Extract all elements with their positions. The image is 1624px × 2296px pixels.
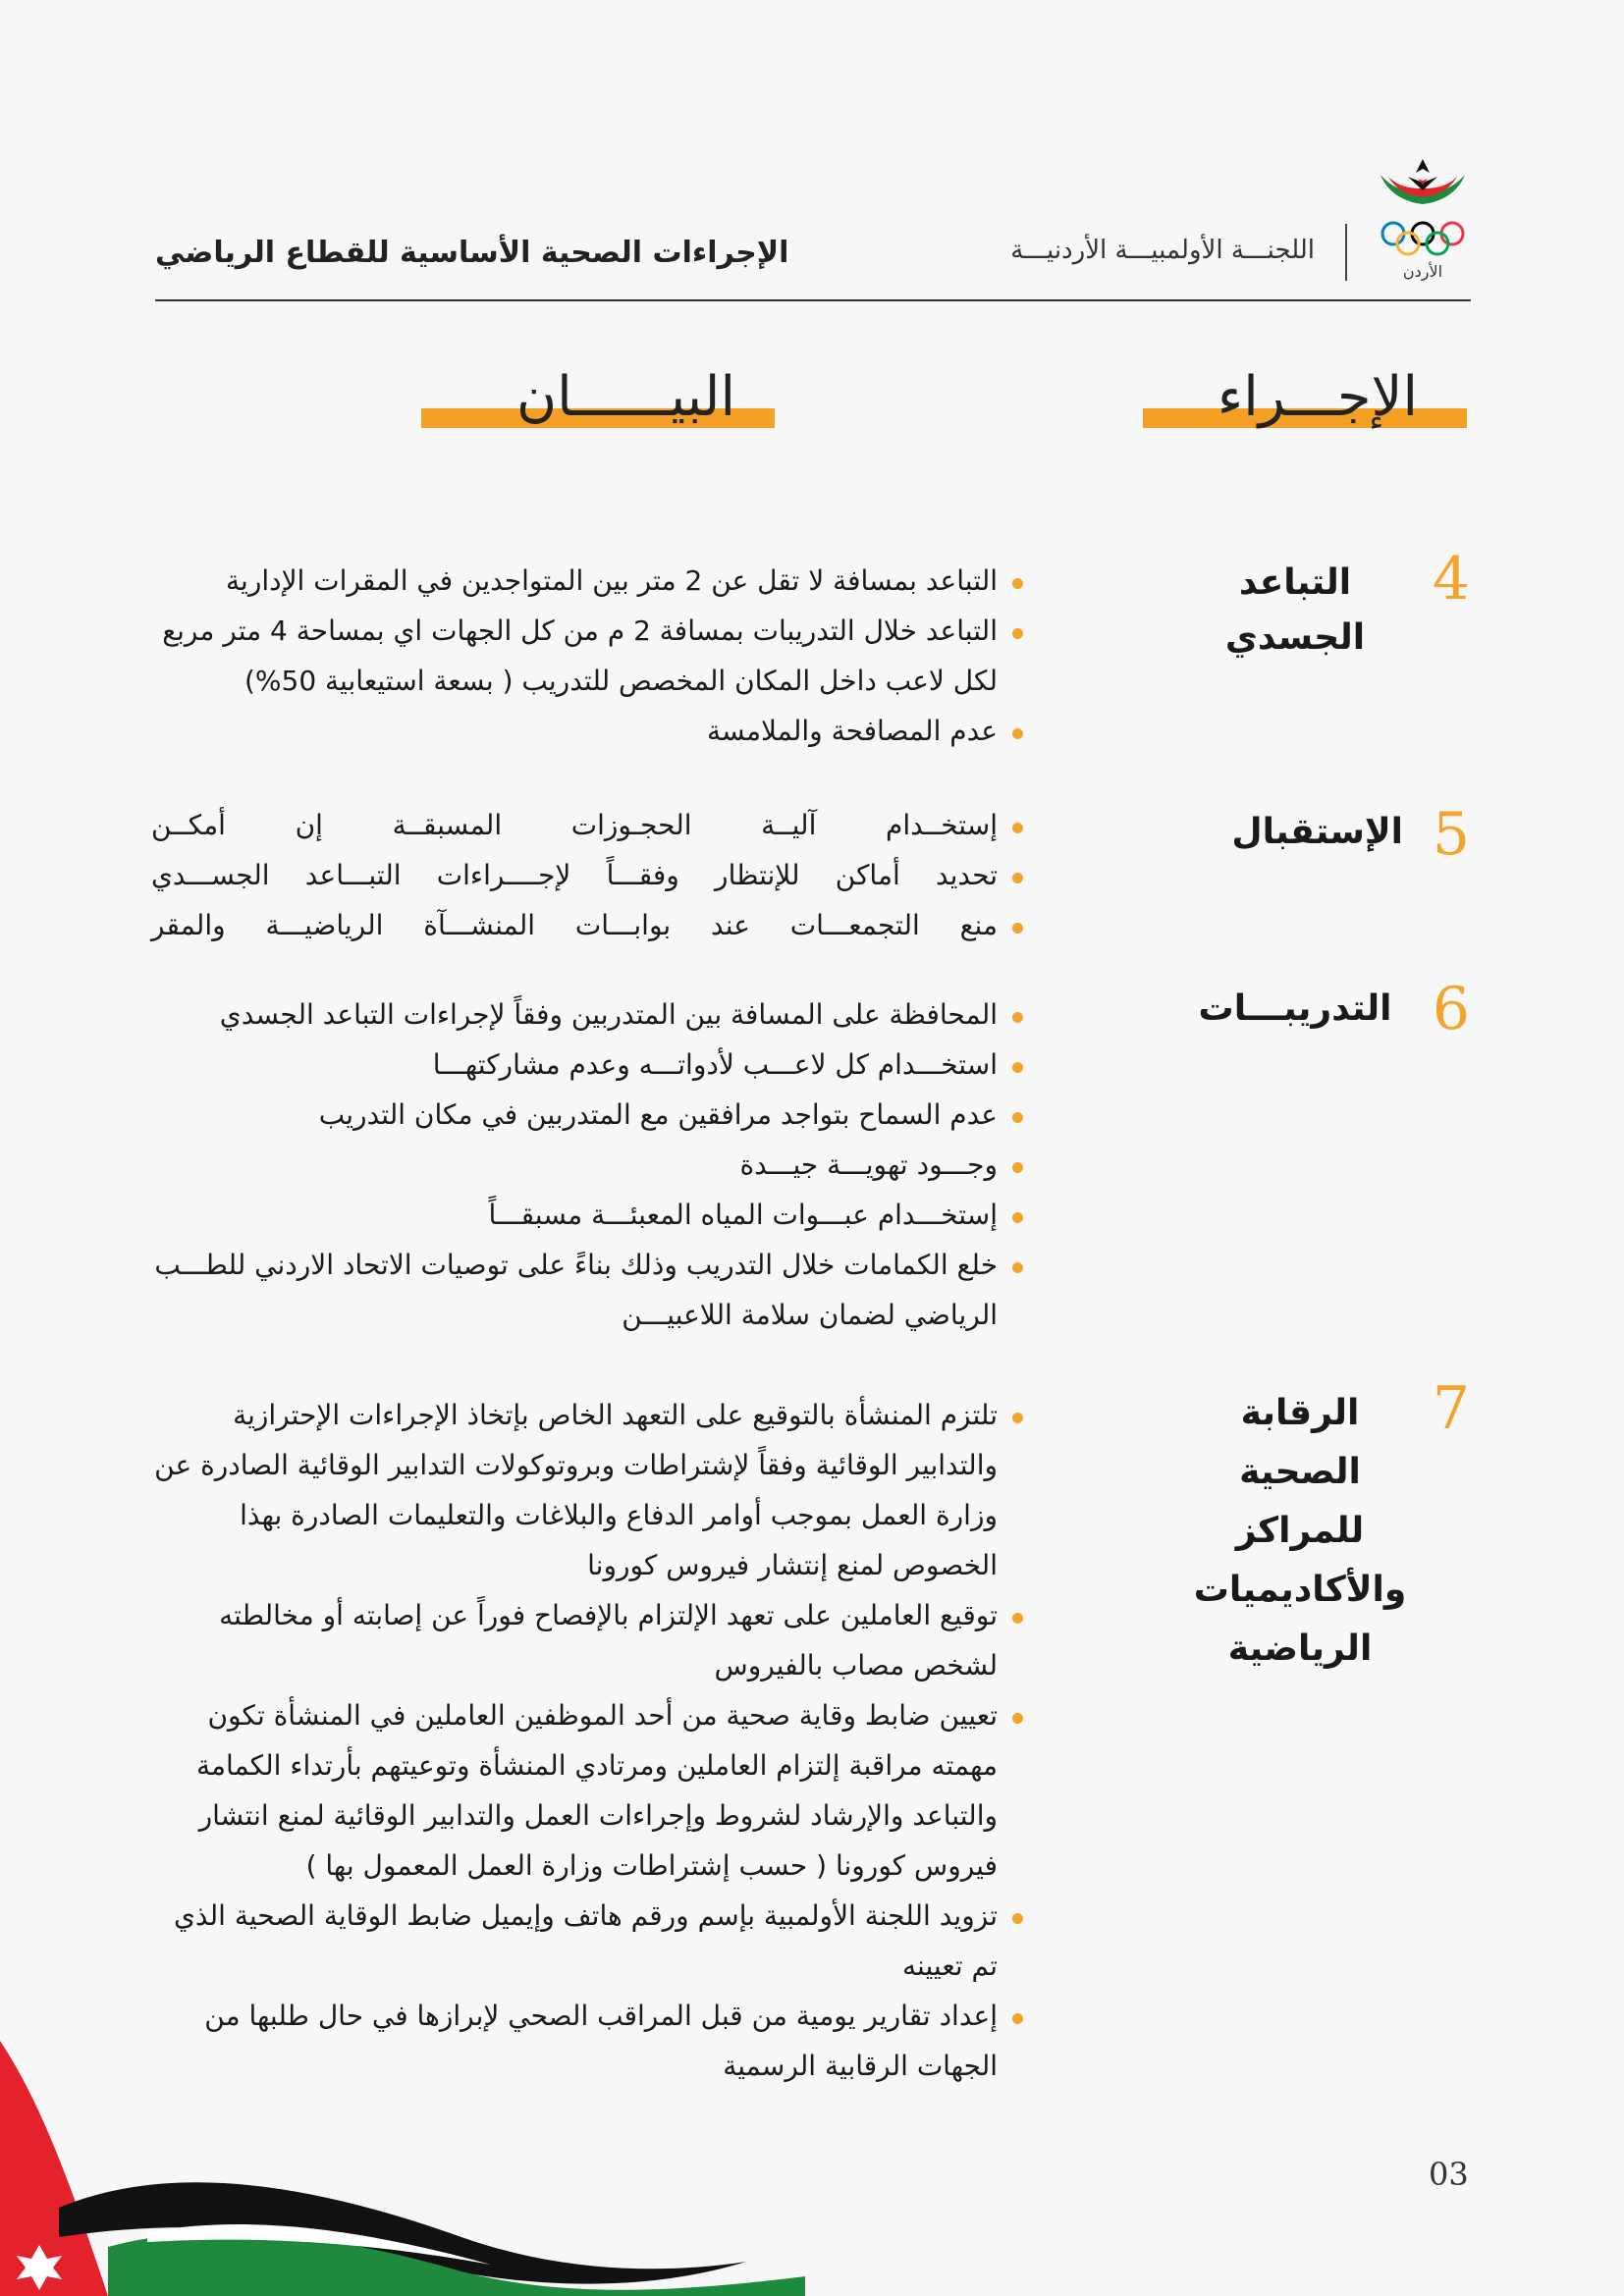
section-items bbox=[151, 556, 1025, 756]
list-item: إعداد تقارير يومية من قبل المراقب الصحي لإبرازها في حال طلبها من الجهات الرقابية الرسمية bbox=[151, 1991, 1025, 2091]
emblem-icon bbox=[1380, 159, 1465, 204]
list-item: التباعد خلال التدريبات بمسافة 2 م من كل الجهات اي بمساحة 4 متر مربع لكل لاعب داخل المكان المخصص للتدريب ( بسعة استيعابية 50%) bbox=[151, 606, 1025, 706]
section-items bbox=[151, 989, 1025, 1340]
organization-name: اللجنـــة الأولمبيـــة الأردنيـــة bbox=[1010, 236, 1315, 265]
section-items bbox=[151, 800, 1025, 950]
header-divider bbox=[1345, 224, 1347, 281]
section-title: الرقابة الصحية للمراكز والأكاديميات الرياضية bbox=[1193, 1393, 1407, 1669]
page-number: 03 bbox=[1429, 2156, 1469, 2193]
list-item: منع التجمعـــات عند بوابـــات المنشـــآة الرياضيـــة والمقر bbox=[151, 900, 1025, 950]
list-item: تعيين ضابط وقاية صحية من أحد الموظفين العاملين في المنشأة تكون مهمته مراقبة إلتزام العاملين ومرتادي المنشأة وتوعيتهم بأرتداء الكمامة والتباعد والإرشاد لشروط وإجراءات العمل والتدابير الوقائية لمنع انتشار فيروس كورونا ( حسب إشتراطات وزارة العمل المعمول بها ) bbox=[151, 1690, 1025, 1891]
section-title: الإستقبال bbox=[1231, 812, 1403, 852]
list-item: توقيع العاملين على تعهد الإلتزام بالإفصاح فوراً عن إصابته أو مخالطته لشخص مصاب بالفيروس bbox=[151, 1590, 1025, 1690]
list-item: المحافظة على المسافة بين المتدربين وفقاً لإجراءات التباعد الجسدي bbox=[151, 989, 1025, 1040]
section-title: التدريبـــات bbox=[1198, 988, 1392, 1029]
list-item: خلع الكمامات خلال التدريب وذلك بناءً على توصيات الاتحاد الاردني للطـــب الرياضي لضمان سلامة اللاعبيـــن bbox=[151, 1240, 1025, 1340]
section-number: 4 bbox=[1432, 545, 1470, 614]
list-item: وجـــود تهويـــة جيـــدة bbox=[151, 1140, 1025, 1190]
section-number: 5 bbox=[1432, 800, 1470, 869]
olympic-rings-icon bbox=[1382, 223, 1463, 254]
list-item: التباعد بمسافة لا تقل عن 2 متر بين المتواجدين في المقرات الإدارية bbox=[151, 556, 1025, 606]
jordan-flag-wave bbox=[0, 2041, 805, 2296]
section-items bbox=[151, 1390, 1025, 2091]
list-item: عدم السماح بتواجد مرافقين مع المتدربين في مكان التدريب bbox=[151, 1090, 1025, 1140]
section-title: التباعد الجسدي bbox=[1224, 562, 1366, 658]
section-number: 6 bbox=[1432, 975, 1470, 1043]
header-rule bbox=[155, 299, 1471, 301]
statement-heading: البيــــــان bbox=[515, 365, 735, 429]
list-item: إستخـــدام عبـــوات المياه المعبئـــة مسبقـــاً bbox=[151, 1190, 1025, 1240]
document-title: الإجراءات الصحية الأساسية للقطاع الرياضي bbox=[155, 236, 789, 270]
section-number: 7 bbox=[1432, 1374, 1470, 1443]
list-item: تزويد اللجنة الأولمبية بإسم ورقم هاتف وإيميل ضابط الوقاية الصحية الذي تم تعيينه bbox=[151, 1891, 1025, 1991]
list-item: عدم المصافحة والملامسة bbox=[151, 706, 1025, 756]
logo-caption: الأردن bbox=[1402, 262, 1443, 281]
jordan-olympic-committee-logo bbox=[1369, 147, 1477, 285]
list-item: تحديد أماكن للإنتظار وفقـــاً لإجــــراءات التبـــاعد الجســـدي bbox=[151, 850, 1025, 900]
list-item: استخـــدام كل لاعـــب لأدواتـــه وعدم مشاركتهـــا bbox=[151, 1040, 1025, 1090]
list-item: إستخــدام آليــة الحجـوزات المسبقــة إن أمكــن bbox=[151, 800, 1025, 850]
procedure-heading: الإجـــراء bbox=[1217, 365, 1418, 429]
list-item: تلتزم المنشأة بالتوقيع على التعهد الخاص بإتخاذ الإجراءات الإحترازية والتدابير الوقائية وفقاً لإشتراطات وبروتوكولات التدابير الوقائية الصادرة عن وزارة العمل بموجب أوامر الدفاع والبلاغات والتعليمات الصادرة بهذا الخصوص لمنع إنتشار فيروس كورونا bbox=[151, 1390, 1025, 1590]
